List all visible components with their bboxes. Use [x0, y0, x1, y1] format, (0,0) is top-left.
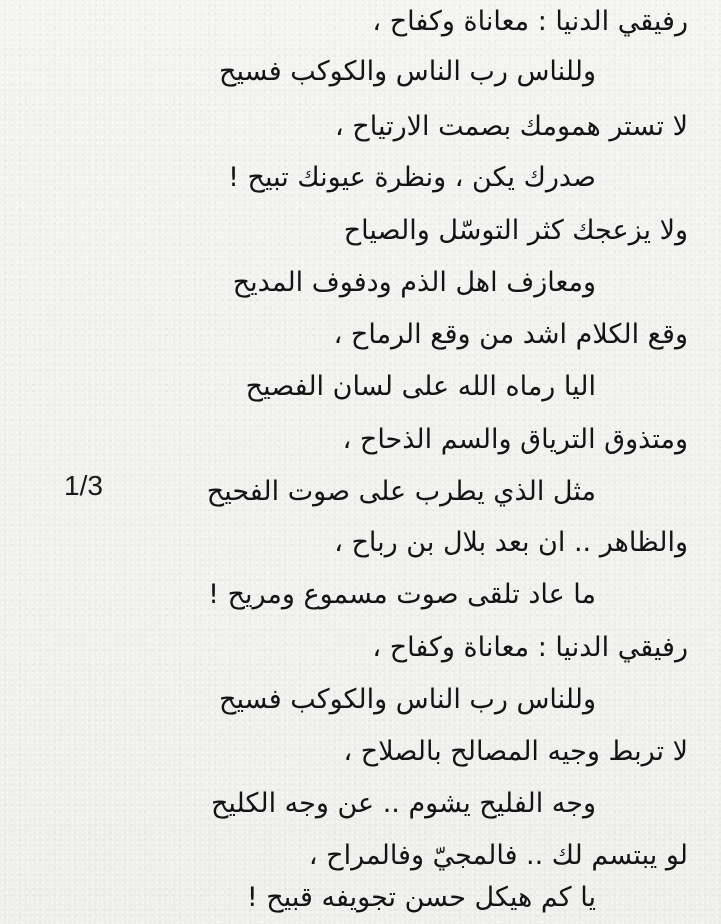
poem-line: لا تربط وجيه المصالح بالصلاح ،: [343, 736, 688, 767]
poem-line: يا كم هيكل حسن تجويفه قبيح !: [246, 882, 596, 913]
poem-line: مثل الذي يطرب على صوت الفحيح: [206, 476, 596, 507]
poem-line: وللناس رب الناس والكوكب فسيح: [219, 56, 596, 87]
poem-line: وللناس رب الناس والكوكب فسيح: [219, 684, 596, 715]
poem-line: رفيقي الدنيا : معاناة وكفاح ،: [372, 632, 688, 663]
poem-line: لو يبتسم لك .. فالمجيّ وفالمراح ،: [308, 840, 688, 871]
page-indicator: 1/3: [64, 470, 103, 501]
poem-line: صدرك يكن ، ونظرة عيونك تبيح !: [228, 162, 596, 193]
poem-line: وقع الكلام اشد من وقع الرماح ،: [333, 319, 688, 350]
poem-line: وجه الفليح يشوم .. عن وجه الكليح: [210, 788, 596, 819]
poem-line: ولا يزعجك كثر التوسّل والصياح: [343, 215, 688, 246]
poem-line: ما عاد تلقى صوت مسموع ومريح !: [208, 579, 596, 610]
poem-line: ومتذوق الترياق والسم الذحاح ،: [342, 424, 688, 455]
poem-line: ومعازف اهل الذم ودفوف المديح: [232, 267, 596, 298]
poem-line: والظاهر .. ان بعد بلال بن رباح ،: [334, 527, 688, 558]
poem-line: لا تستر همومك بصمت الارتياح ،: [335, 111, 688, 142]
poem-line: رفيقي الدنيا : معاناة وكفاح ،: [372, 6, 688, 37]
poem-line: اليا رماه الله على لسان الفصيح: [245, 371, 596, 402]
